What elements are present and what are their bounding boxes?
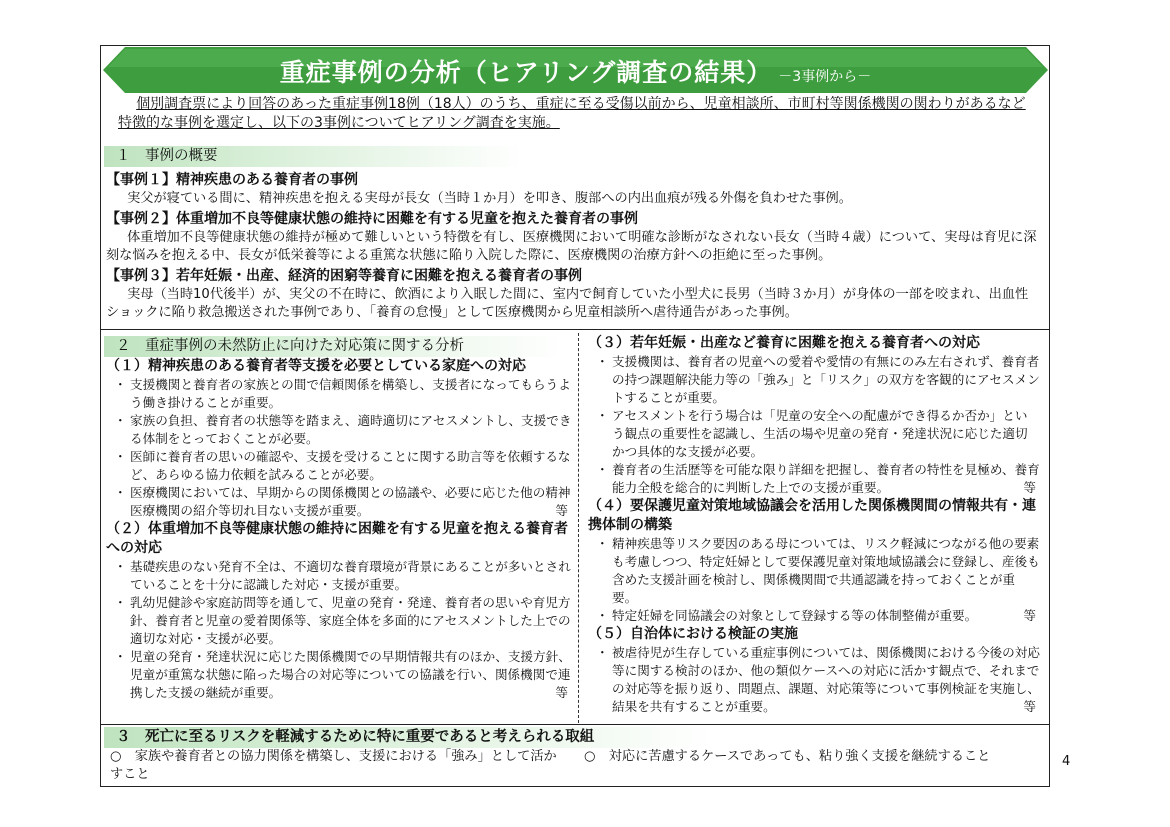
case-2-body: 体重増加不良等健康状態の維持が極めて難しいという特徴を有し、医療機関において明確な診断がなされない長女（当時４歳）について、実母は育児に深刻な悩みを抱える中、長女が低栄養等による重篤な状態に陥り入院した際に、医療機関の治療方針への拒絶に至った事例。 — [106, 230, 1037, 263]
divider-bottom — [100, 724, 1050, 725]
page-number: 4 — [1062, 754, 1071, 769]
divider-top — [100, 329, 1050, 330]
section3-heading: ３ 死亡に至るリスクを軽減するために特に重要であると考えられる取組 — [104, 727, 714, 748]
bullet-item: ・ アセスメントを行う場合は「児童の安全への配慮ができ得るか否か」という観点の重要性を認識し、生活の場や児童の発育・発達状況に応じた適切かつ具体的な支援が必要。 — [596, 408, 1028, 459]
bullet-item: ・ 乳幼児健診や家庭訪問等を通して、児童の発育・発達、養育者の思いや育児方針、養育者と児童の愛着関係等、家庭全体を多面的にアセスメントした上での適切な対応・支援が必要。 — [114, 595, 571, 646]
subsection-5-title: （５）自治体における検証の実施 — [588, 626, 798, 642]
subsection-1-title: （１）精神疾患のある養育者等支援を必要としている家庭への対応 — [106, 358, 526, 374]
section3-item-1: ○ 家族や養育者との協力関係を構築し、支援における「強み」として活かすこと — [110, 749, 557, 782]
section1-heading: １ 事例の概要 — [104, 146, 524, 167]
section3-item-2: ○ 対応に苦慮するケースであっても、粘り強く支援を継続すること — [584, 749, 991, 764]
page-title — [103, 53, 1048, 89]
intro-text — [118, 95, 1038, 133]
intro-line-2: 特徴的な事例を選定し、以下の3事例についてヒアリング調査を実施。 — [118, 115, 560, 131]
bullet-item: ・ 支援機関と養育者の家族との間で信頼関係を構築し、支援者になってもらうよう働き掛けることが重要。 — [114, 377, 571, 410]
column-divider — [578, 333, 579, 723]
etc-mark: 等 — [555, 685, 568, 700]
etc-mark: 等 — [555, 503, 568, 518]
etc-mark: 等 — [1023, 480, 1036, 495]
section1-cases — [106, 170, 1041, 323]
case-3-body: 実母（当時10代後半）が、実父の不在時に、飲酒により入眠した間に、室内で飼育していた小型犬に長男（当時３か月）が身体の一部を咬まれ、出血性ショックに陥り救急搬送された事例であり、「養育の怠慢」として医療機関から児童相談所へ虐待通告があった事例。 — [106, 287, 1029, 320]
subsection-2-title: （２）体重増加不良等健康状態の維持に困難を有する児童を抱える養育者への対応 — [106, 521, 568, 556]
bullet-item: ・ 被虐待児が生存している重症事例については、関係機関における今後の対応等に関する検討のほか、他の類似ケースへの対応に活かす観点で、それまでの対応等を振り返り、問題点、課題、対応策等について事例検証を実施し、結果を共有することが重要。 等 — [596, 645, 1040, 714]
bullet-item: ・ 特定妊婦を同協議会の対象として登録する等の体制整備が重要。 等 — [596, 608, 1036, 623]
intro-line-1: 個別調査票により回答のあった重症事例18例（18人）のうち、重症に至る受傷以前から、児童相談所、市町村等関係機関の関わりがあるなど — [136, 96, 1026, 112]
case-1-title: 【事例１】精神疾患のある養育者の事例 — [106, 172, 358, 188]
title-subtitle: －3事例から－ — [778, 69, 872, 85]
section2-right-column — [588, 334, 1040, 716]
bullet-item: ・ 支援機関は、養育者の児童への愛着や愛情の有無にのみ左右されず、養育者の持つ課題解決能力等の「強み」と「リスク」の双方を客観的にアセスメントすることが重要。 — [596, 354, 1040, 405]
section2-left-column — [106, 357, 572, 702]
bullet-item: ・ 家族の負担、養育者の状態等を踏まえ、適時適切にアセスメントし、支援できる体制をとっておくことが必要。 — [114, 413, 572, 446]
bullet-item: ・ 基礎疾患のない発育不全は、不適切な養育環境が背景にあることが多いとされていることを十分に認識した対応・支援が重要。 — [114, 559, 571, 592]
title-banner — [103, 47, 1048, 93]
bullet-item: ・ 医師に養育者の思いの確認や、支援を受けることに関する助言等を依頼するなど、あらゆる協力依頼を試みることが必要。 — [114, 449, 571, 482]
bullet-item: ・ 児童の発育・発達状況に応じた関係機関での早期情報共有のほか、支援方針、児童が重篤な状態に陥った場合の対応等についての協議を行い、関係機関で連携した支援の継続が重要。 等 — [114, 649, 571, 700]
etc-mark: 等 — [1023, 608, 1036, 623]
title-text: 重症事例の分析（ヒアリング調査の結果） — [279, 58, 773, 87]
case-2-title: 【事例２】体重増加不良等健康状態の維持に困難を有する児童を抱えた養育者の事例 — [106, 211, 638, 227]
case-1-body: 実父が寝ている間に、精神疾患を抱える実母が長女（当時１か月）を叩き、腹部への内出血痕が残る外傷を負わせた事例。 — [127, 191, 852, 206]
subsection-3-title: （３）若年妊娠・出産など養育に困難を抱える養育者への対応 — [588, 335, 980, 351]
etc-mark: 等 — [1023, 699, 1036, 714]
subsection-4-title: （４）要保護児童対策地域協議会を活用した関係機関間の情報共有・連携体制の構築 — [588, 498, 1036, 533]
case-3-title: 【事例３】若年妊娠・出産、経済的困窮等養育に困難を抱える養育者の事例 — [106, 268, 582, 284]
section2-heading: ２ 重症事例の未然防止に向けた対応策に関する分析 — [104, 336, 564, 357]
bullet-item: ・ 医療機関においては、早期からの関係機関との協議や、必要に応じた他の精神医療機関の紹介等切れ目ない支援が重要。 等 — [114, 485, 571, 518]
bullet-item: ・ 養育者の生活歴等を可能な限り詳細を把握し、養育者の特性を見極め、養育能力全般を総合的に判断した上での支援が重要。 等 — [596, 462, 1040, 495]
bullet-item: ・ 精神疾患等リスク要因のある母については、リスク軽減につながる他の要素も考慮しつつ、特定妊婦として要保護児童対策地域協議会に登録し、産後も含めた支援計画を検討し、関係機関間で共通認識を持っておくことが重要。 — [596, 536, 1040, 605]
